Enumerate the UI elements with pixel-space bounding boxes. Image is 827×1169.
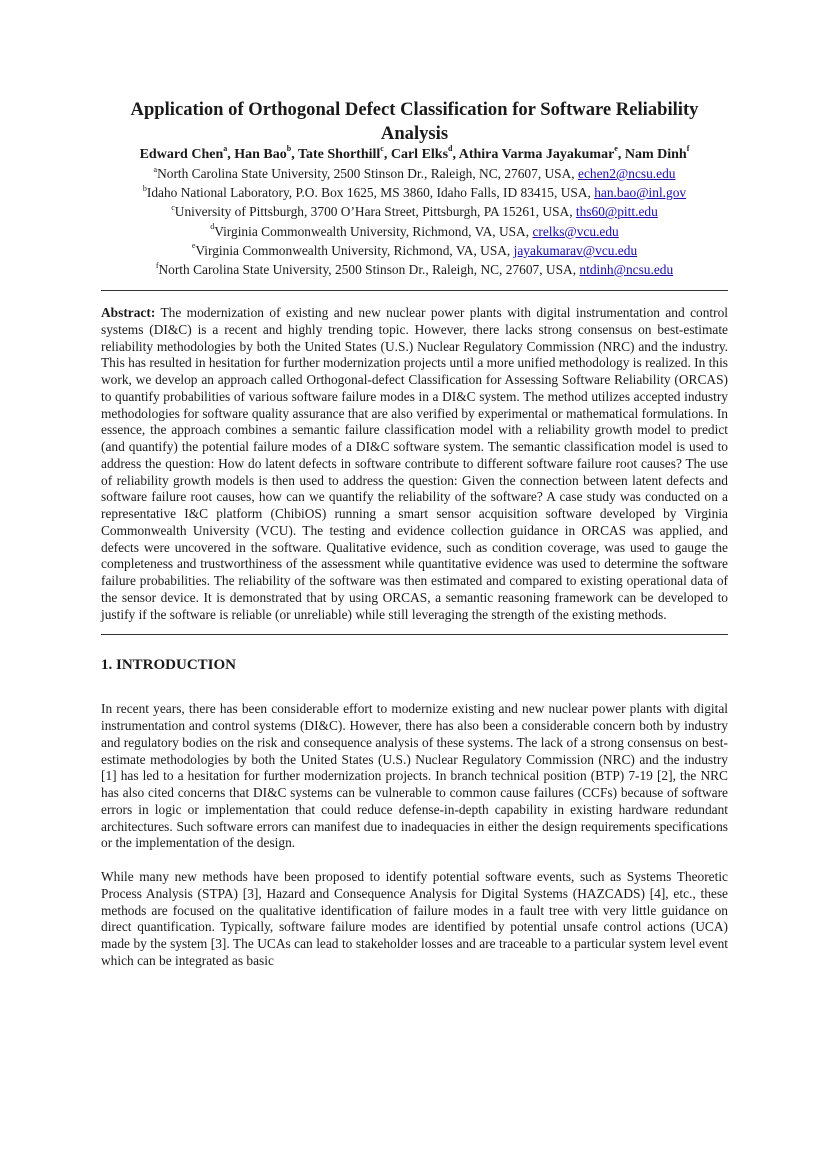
email-link[interactable]: ntdinh@ncsu.edu — [579, 262, 674, 278]
abstract — [101, 305, 728, 623]
email-link[interactable]: han.bao@inl.gov — [594, 185, 687, 201]
author: Nam Dinh$^f$ — [624, 144, 690, 162]
affiliation: $^a$North Carolina State University, 2500 Stinson Dr., Raleigh, NC, 27607, USA, echen2@ncsu.edu — [153, 164, 676, 181]
paper-page — [101, 98, 728, 970]
email-link[interactable]: ths60@pitt.edu — [575, 204, 658, 220]
affiliation: $^d$Virginia Commonwealth University, Richmond, VA, USA, crelks@vcu.edu — [210, 222, 619, 239]
top-divider — [101, 290, 728, 291]
email-link[interactable]: crelks@vcu.edu — [532, 223, 619, 239]
affiliation: $^f$North Carolina State University, 2500 Stinson Dr., Raleigh, NC, 27607, USA, ntdinh@ncsu.edu — [155, 260, 674, 278]
abstract-label: Abstract: — [101, 305, 156, 321]
body-paragraph: In recent years, there has been considerable effort to modernize existing and new nuclear power plants with digital instrumentation and control systems (DI&C). However, there has also been a considerable concern both by industry and regulatory bodies on the risk and consequence analysis of these systems. The lack of a strong consensus on best-estimate methodologies by both the United States (U.S.) Nuclear Regulatory Commission (NRC) and the industry [1] has led to a hesitation for further modernization projects. In branch technical position (BTP) 7-19 [2], the NRC has also cited concerns that DI&C systems can be vulnerable to common cause failures (CCFs) because of software errors in logic or implementation that could reduce defense-in-depth capability in existing hardware redundant architectures. Such software errors can manifest due to inadequacies in either the design requirements specifications or the implementation of the design. — [101, 701, 728, 851]
affiliation-list — [101, 164, 728, 279]
affiliation: $^c$University of Pittsburgh, 3700 O’Hara Street, Pittsburgh, PA 15261, USA, ths60@pitt.edu — [171, 202, 658, 220]
abstract-text: The modernization of existing and new nuclear power plants with digital instrumentation and control systems (DI&C) is a recent and highly trending topic. However, there lacks strong consensus on best-estimate reliability methodologies by both the United States (U.S.) Nuclear Regulatory Commission (NRC) and the industry. This has resulted in hesitation for further modernization projects until a more unified methodology is realized. In this work, we develop an approach called Orthogonal-defect Classification for Assessing Software Reliability (ORCAS) to quantify probabilities of various software failure modes in a DI&C system. The method utilizes accepted industry methodologies for software quality assurance that are also verified by experimental or mathematical formulations. In essence, the approach combines a semantic failure classification model with a reliability growth model to predict (and quantify) the potential failure modes of a DI&C software system. The semantic classification model is used to address the question: How do latent defects in software contribute to different software failure root causes? The use of reliability growth models is then used to address the question: Given the connection between latent defects and software failure root causes, how can we quantify the reliability of the software? A case study was conducted on a representative I&C platform (ChibiOS) running a smart sensor acquisition software developed by Virginia Commonwealth University (VCU). The testing and evidence collection guidance in ORCAS was applied, and defects were uncovered in the software. Qualitative evidence, such as condition coverage, was used to gauge the completeness and trustworthiness of the assessment while quantitative evidence was used to determine the software failure probabilities. The reliability of the software was then estimated and compared to existing operational data of the sensor device. It is demonstrated that by using ORCAS, a semantic reasoning framework can be developed to justify if the software is reliable (or unreliable) while still leveraging the strength of the existing methods. — [101, 305, 728, 622]
email-link[interactable]: echen2@ncsu.edu — [578, 166, 676, 181]
section-heading: 1. INTRODUCTION — [101, 657, 237, 674]
author: Athira Varma Jayakumar$^e$ — [458, 144, 618, 162]
affiliation: $^e$Virginia Commonwealth University, Richmond, VA, USA, jayakumarav@vcu.edu — [191, 241, 638, 258]
affiliation: $^b$Idaho National Laboratory, P.O. Box 1625, MS 3860, Idaho Falls, ID 83415, USA, han.bao@inl.gov — [142, 183, 687, 201]
abstract-divider — [101, 634, 728, 635]
author: Carl Elks$^d$ — [390, 144, 453, 162]
author: Han Bao$^b$ — [234, 144, 292, 162]
email-link[interactable]: jayakumarav@vcu.edu — [513, 242, 638, 258]
body-paragraph: While many new methods have been proposed to identify potential software events, such as Systems Theoretic Process Analysis (STPA) [3], Hazard and Consequence Analysis for Digital Systems (HAZCADS) [4], etc., these methods are focused on the qualitative identification of failure modes in a fault tree with very little guidance on direct quantification. Typically, software failure modes are identified by potential unsafe control actions (UCA) made by the system [3]. The UCAs can lead to stakeholder losses and are traceable to a particular system level event which can be integrated as basic — [101, 869, 728, 968]
paper-title: Application of Orthogonal Defect Classification for Software Reliability Analysis — [130, 99, 699, 144]
author: Edward Chen$^a$ — [139, 144, 228, 162]
author-list: Edward Chen$^a$, Han Bao$^b$, Tate Shorthill$^c$, Carl Elks$^d$, Athira Varma Jayakumar$^e$, Nam Dinh$^f$ — [139, 144, 690, 162]
author: Tate Shorthill$^c$ — [297, 144, 384, 162]
